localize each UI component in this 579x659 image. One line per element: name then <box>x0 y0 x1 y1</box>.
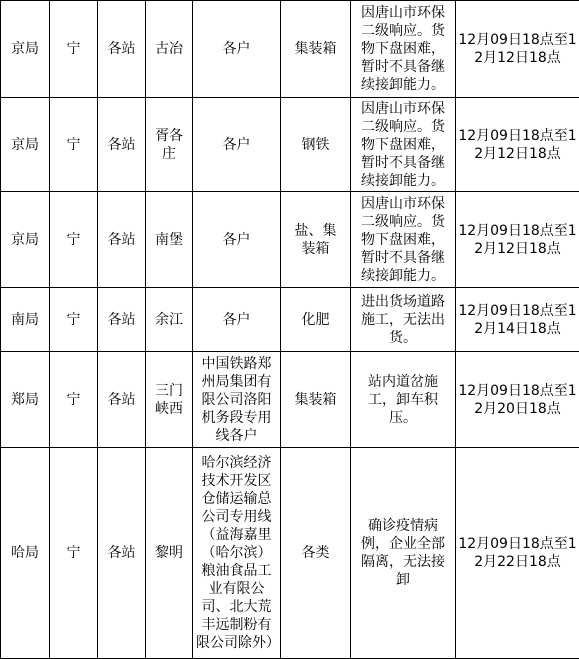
period-text: 12月09日18点至12月22日18点 <box>457 535 578 571</box>
reason-text: 因唐山市环保二级响应。货物下盘困难，暂时不具备继续接卸能力。 <box>359 4 447 94</box>
station-cell <box>146 192 193 288</box>
table-row <box>1 1 579 98</box>
reason-cell <box>351 1 456 98</box>
period-text: 12月09日18点至12月20日18点 <box>457 382 578 418</box>
bureau-cell <box>1 98 50 192</box>
cargo-cell <box>281 98 351 192</box>
cargo-text: 集装箱 <box>283 391 348 409</box>
flag-text: 宁 <box>52 391 95 409</box>
reason-text: 因唐山市环保二级响应。货物下盘困难，暂时不具备继续接卸能力。 <box>359 100 447 190</box>
period-cell <box>456 1 579 98</box>
reason-cell <box>351 352 456 448</box>
cargo-text: 钢铁 <box>283 136 348 154</box>
consignee-cell <box>193 192 281 288</box>
station-text: 南堡 <box>153 231 185 249</box>
consignee-cell <box>193 448 281 659</box>
consignee-text: 各户 <box>196 231 277 249</box>
cargo-cell <box>281 448 351 659</box>
consignee-text: 中国铁路郑州局集团有限公司洛阳机务段专用线各户 <box>196 355 277 445</box>
reason-text: 站内道岔施工，卸车积压。 <box>359 373 447 427</box>
bureau-text: 郑局 <box>3 391 47 409</box>
consignee-text: 各户 <box>196 40 277 58</box>
reason-text: 进出货场道路施工，无法出货。 <box>359 293 447 347</box>
bureau-text: 京局 <box>3 40 47 58</box>
station-text: 三门峡西 <box>153 382 185 418</box>
stations-text: 各站 <box>100 40 143 58</box>
consignee-cell <box>193 1 281 98</box>
bureau-text: 京局 <box>3 136 47 154</box>
flag-cell <box>50 288 98 352</box>
consignee-cell <box>193 98 281 192</box>
table-row <box>1 448 579 659</box>
period-cell <box>456 288 579 352</box>
station-text: 古冶 <box>153 40 185 58</box>
bureau-cell <box>1 1 50 98</box>
period-text: 12月09日18点至12月12日18点 <box>457 31 578 67</box>
period-cell <box>456 192 579 288</box>
stations-text: 各站 <box>100 391 143 409</box>
stations-text: 各站 <box>100 136 143 154</box>
reason-cell <box>351 192 456 288</box>
reason-cell <box>351 288 456 352</box>
bureau-text: 哈局 <box>3 544 47 562</box>
reason-cell <box>351 98 456 192</box>
table-row <box>1 352 579 448</box>
stations-cell <box>98 288 146 352</box>
consignee-text: 各户 <box>196 136 277 154</box>
cargo-text: 集装箱 <box>283 40 348 58</box>
period-text: 12月09日18点至12月12日18点 <box>457 127 578 163</box>
consignee-text: 哈尔滨经济技术开发区仓储运输总公司专用线（益海嘉里（哈尔滨）粮油食品工业有限公司、北大荒丰远制粉有限公司除外） <box>196 454 277 652</box>
flag-text: 宁 <box>52 40 95 58</box>
station-text: 胥各庄 <box>153 127 185 163</box>
station-cell <box>146 448 193 659</box>
reason-text: 因唐山市环保二级响应。货物下盘困难，暂时不具备继续接卸能力。 <box>359 195 447 285</box>
flag-text: 宁 <box>52 311 95 329</box>
stations-cell <box>98 98 146 192</box>
consignee-cell <box>193 288 281 352</box>
flag-cell <box>50 448 98 659</box>
cargo-cell <box>281 1 351 98</box>
flag-text: 宁 <box>52 544 95 562</box>
station-text: 黎明 <box>153 544 185 562</box>
cargo-cell <box>281 192 351 288</box>
cargo-text: 各类 <box>283 544 348 562</box>
stations-text: 各站 <box>100 544 143 562</box>
table-row <box>1 288 579 352</box>
period-text: 12月09日18点至12月12日18点 <box>457 222 578 258</box>
bureau-cell <box>1 288 50 352</box>
stations-text: 各站 <box>100 231 143 249</box>
bureau-cell <box>1 448 50 659</box>
stations-cell <box>98 192 146 288</box>
reason-text: 确诊疫情病例，企业全部隔离，无法接卸 <box>359 517 447 589</box>
bureau-cell <box>1 192 50 288</box>
flag-cell <box>50 98 98 192</box>
bureau-text: 京局 <box>3 231 47 249</box>
period-cell <box>456 448 579 659</box>
bureau-text: 南局 <box>3 311 47 329</box>
flag-text: 宁 <box>52 231 95 249</box>
station-cell <box>146 288 193 352</box>
cargo-cell <box>281 352 351 448</box>
bureau-cell <box>1 352 50 448</box>
consignee-text: 各户 <box>196 311 277 329</box>
station-text: 余江 <box>153 311 185 329</box>
flag-text: 宁 <box>52 136 95 154</box>
flag-cell <box>50 352 98 448</box>
consignee-cell <box>193 352 281 448</box>
table-row <box>1 98 579 192</box>
station-cell <box>146 1 193 98</box>
table-row <box>1 192 579 288</box>
cargo-text: 盐、集装箱 <box>292 222 340 258</box>
cargo-cell <box>281 288 351 352</box>
flag-cell <box>50 1 98 98</box>
period-cell <box>456 98 579 192</box>
period-cell <box>456 352 579 448</box>
stations-cell <box>98 448 146 659</box>
station-cell <box>146 98 193 192</box>
flag-cell <box>50 192 98 288</box>
cargo-text: 化肥 <box>283 311 348 329</box>
period-text: 12月09日18点至12月14日18点 <box>457 302 578 338</box>
stations-cell <box>98 1 146 98</box>
reason-cell <box>351 448 456 659</box>
stations-cell <box>98 352 146 448</box>
station-cell <box>146 352 193 448</box>
stations-text: 各站 <box>100 311 143 329</box>
